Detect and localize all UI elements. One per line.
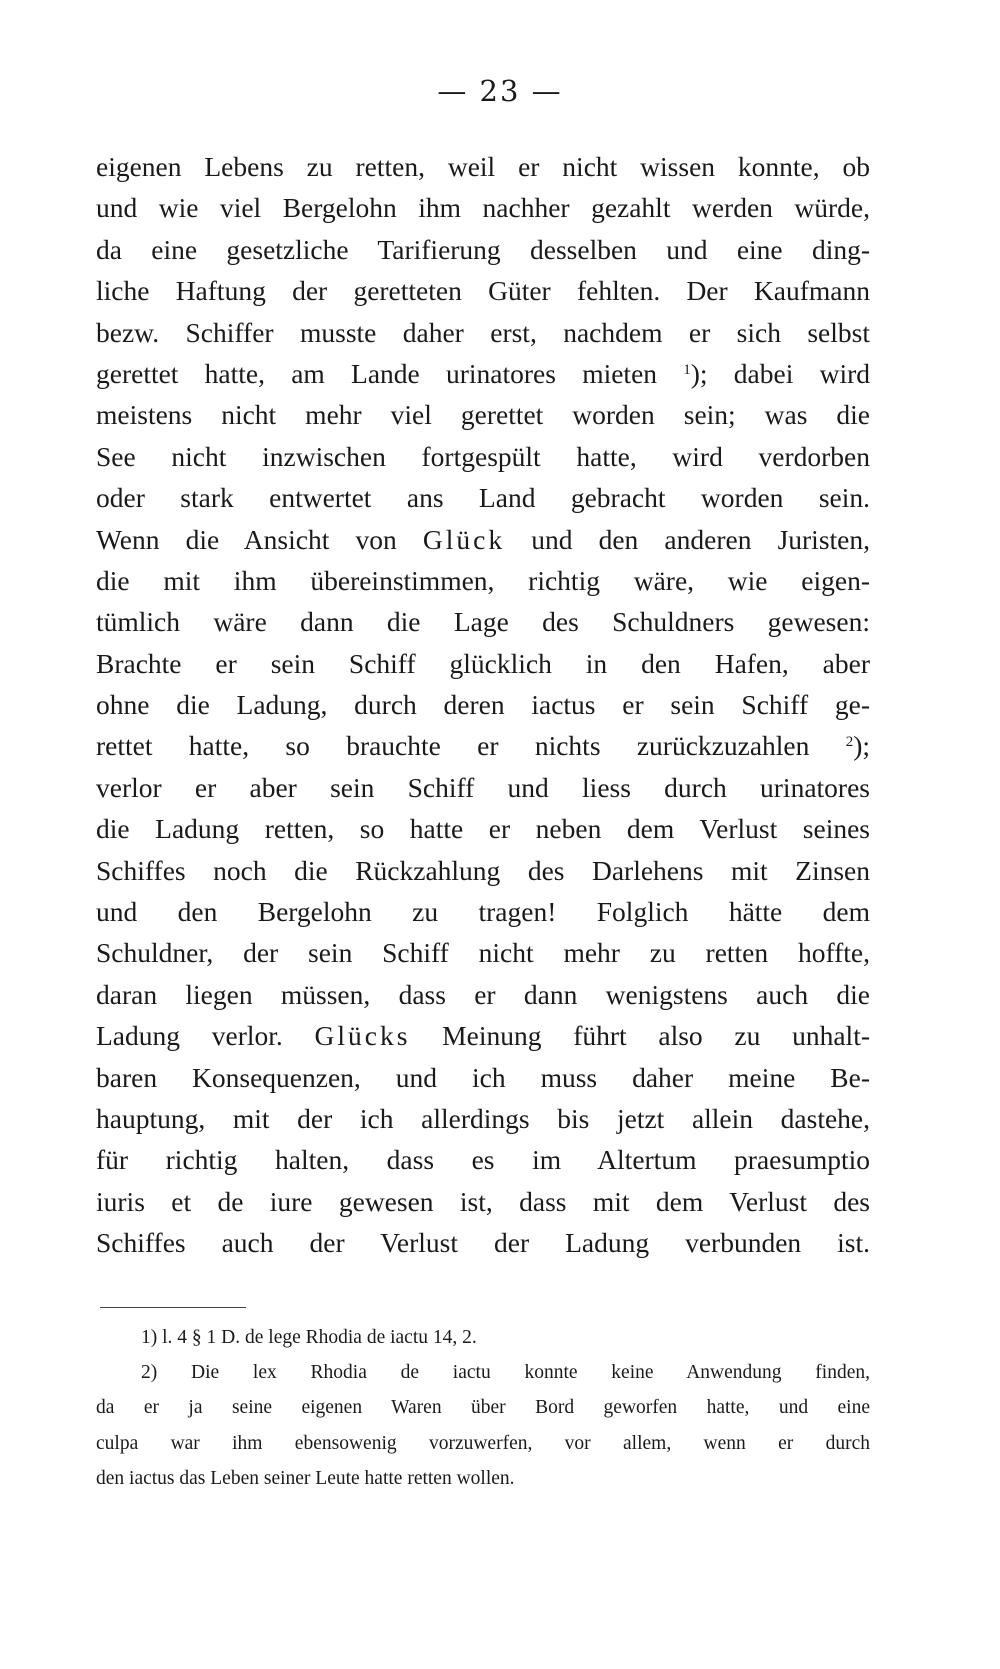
text-segment: Wenn die Ansicht von — [96, 523, 423, 555]
footnote-2-line: 2) Die lex Rhodia de iactu konnte keine Anwendung finden, — [141, 1362, 870, 1384]
text-line: oder stark entwertet ans Land gebracht worden sein. — [96, 482, 870, 514]
page-number: — 23 — — [437, 74, 563, 108]
text-segment: Meinung führt also zu unhalt- — [410, 1020, 870, 1052]
text-segment: gerettet hatte, am Lande urinatores mieten — [96, 357, 684, 389]
text-line: Schiffes noch die Rückzahlung des Darlehens mit Zinsen — [96, 854, 870, 886]
text-line: baren Konsequenzen, und ich muss daher meine Be- — [96, 1061, 870, 1093]
text-segment: und den anderen Juristen, — [505, 523, 870, 555]
text-line — [96, 353, 870, 394]
text-line: hauptung, mit der ich allerdings bis jetzt allein dastehe, — [96, 1102, 870, 1134]
text-line: und wie viel Bergelohn ihm nachher gezahlt werden würde, — [96, 192, 870, 224]
text-segment: ); — [853, 730, 870, 762]
text-line: meistens nicht mehr viel gerettet worden sein; was die — [96, 399, 870, 431]
spaced-name: Glücks — [314, 1020, 411, 1052]
text-line: iuris et de iure gewesen ist, dass mit dem Verlust des — [96, 1185, 870, 1217]
footnote-2-line: culpa war ihm ebensowenig vorzuwerfen, vor allem, wenn er durch — [96, 1432, 870, 1454]
text-segment: ); dabei wird — [690, 357, 870, 389]
text-line: Brachte er sein Schiff glücklich in den Hafen, aber — [96, 647, 870, 679]
footnote-marker: 1 — [683, 361, 691, 378]
text-line: ohne die Ladung, durch deren iactus er sein Schiff ge- — [96, 689, 870, 721]
text-line: da eine gesetzliche Tarifierung desselben und eine ding- — [96, 233, 870, 265]
text-line: tümlich wäre dann die Lage des Schuldners gewesen: — [96, 606, 870, 638]
text-line: und den Bergelohn zu tragen! Folglich hätte dem — [96, 896, 870, 928]
text-line: die mit ihm übereinstimmen, richtig wäre, wie eigen- — [96, 564, 870, 596]
text-line: daran liegen müssen, dass er dann wenigstens auch die — [96, 978, 870, 1010]
text-line: Schuldner, der sein Schiff nicht mehr zu retten hoffte, — [96, 937, 870, 969]
text-line — [96, 519, 870, 560]
text-line: See nicht inzwischen fortgespült hatte, wird verdorben — [96, 440, 870, 472]
text-line — [96, 725, 870, 766]
footnote-2-line: den iactus das Leben seiner Leute hatte retten wollen. — [96, 1467, 515, 1489]
text-line: die Ladung retten, so hatte er neben dem Verlust seines — [96, 813, 870, 845]
footnote-rule — [100, 1307, 246, 1308]
text-line — [96, 1015, 870, 1056]
text-line: Schiffes auch der Verlust der Ladung verbunden ist. — [96, 1227, 870, 1259]
text-segment: Ladung verlor. — [96, 1020, 315, 1052]
text-line: verlor er aber sein Schiff und liess durch urinatores — [96, 771, 870, 803]
text-line: für richtig halten, dass es im Altertum praesumptio — [96, 1144, 870, 1176]
footnotes — [96, 1320, 870, 1496]
footnote-1: 1) l. 4 § 1 D. de lege Rhodia de iactu 14, 2. — [141, 1327, 477, 1348]
spaced-name: Glück — [422, 523, 506, 555]
footnote-marker: 2 — [845, 734, 854, 751]
text-line: bezw. Schiffer musste daher erst, nachdem er sich selbst — [96, 316, 870, 348]
text-line: liche Haftung der geretteten Güter fehlten. Der Kaufmann — [96, 275, 870, 307]
footnote-2-line: da er ja seine eigenen Waren über Bord geworfen hatte, und eine — [96, 1397, 870, 1419]
text-segment: rettet hatte, so brauchte er nichts zurückzuzahlen — [96, 730, 846, 762]
body-text — [96, 146, 870, 1264]
text-line: eigenen Lebens zu retten, weil er nicht wissen konnte, ob — [96, 151, 870, 182]
